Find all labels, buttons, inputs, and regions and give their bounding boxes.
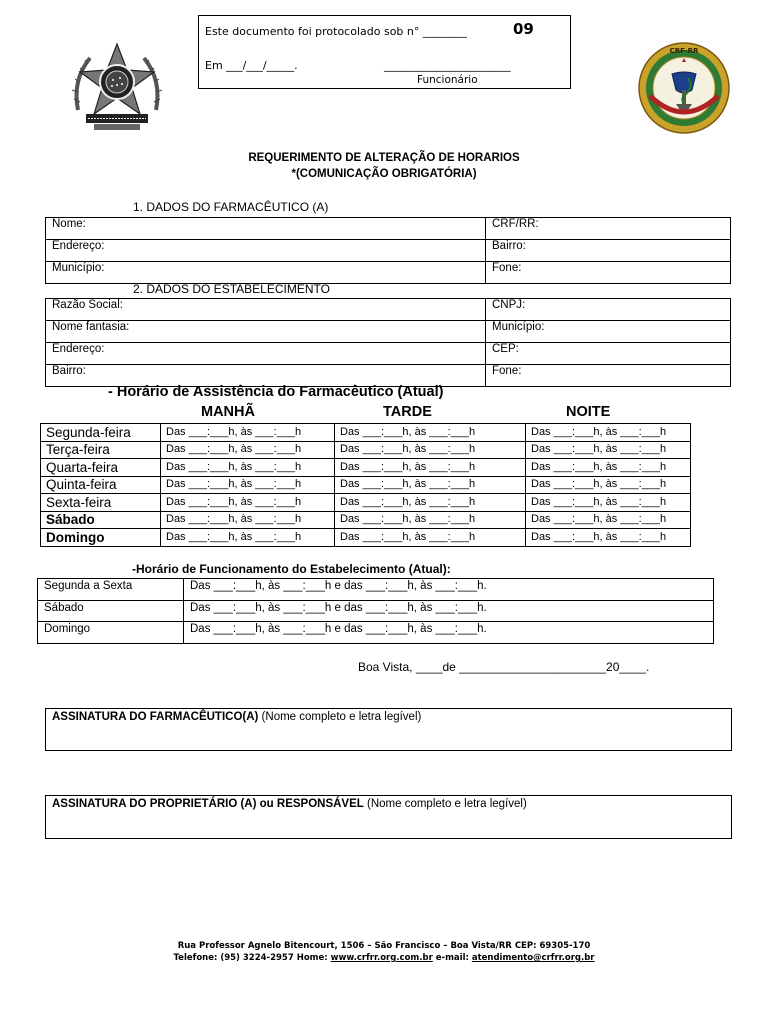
footer-address: Rua Professor Agnelo Bitencourt, 1506 – São Francisco – Boa Vista/RR CEP: 69305-170 (177, 941, 591, 951)
field-cep[interactable]: CEP: (486, 343, 731, 365)
date-line[interactable]: Boa Vista, ____de ______________________20____. (358, 660, 650, 674)
protocol-number-label: Este documento foi protocolado sob n° ________ (205, 25, 467, 38)
establishment-row (38, 622, 714, 644)
establishment-day-label: Segunda a Sexta (38, 579, 184, 601)
protocol-number: 09 (513, 20, 534, 38)
establishment-schedule-table (37, 578, 714, 644)
pharmacist-data-table (45, 217, 731, 284)
field-crf[interactable]: CRF/RR: (486, 218, 731, 240)
establishment-slot[interactable]: Das ___:___h, às ___:___h e das ___:___h, às ___:___h. (184, 622, 714, 644)
brazil-coat-of-arms-icon (68, 40, 166, 136)
protocol-box (198, 15, 571, 89)
assistance-row (41, 529, 691, 547)
assistance-day-label: Quinta-feira (41, 476, 161, 494)
signature-pharmacist-hint: (Nome completo e letra legível) (258, 711, 422, 723)
page-title: REQUERIMENTO DE ALTERAÇÃO DE HORARIOS (248, 152, 520, 164)
establishment-row (38, 579, 714, 601)
field-estab-fone[interactable]: Fone: (486, 365, 731, 387)
assistance-slot-tarde[interactable]: Das ___:___h, às ___:___h (335, 529, 526, 547)
protocol-date: Em ___/___/_____. (205, 59, 298, 72)
field-fone[interactable]: Fone: (486, 262, 731, 284)
assistance-schedule-table (40, 423, 691, 547)
assistance-slot-noite[interactable]: Das ___:___h, às ___:___h (526, 511, 691, 529)
signature-owner-hint: (Nome completo e letra legível) (363, 798, 527, 810)
footer-phone: Telefone: (95) 3224-2957 Home: (173, 953, 331, 963)
assistance-day-label: Quarta-feira (41, 459, 161, 477)
assistance-slot-manha[interactable]: Das ___:___h, às ___:___h (161, 476, 335, 494)
signature-owner-label: ASSINATURA DO PROPRIETÁRIO (A) ou RESPONSÁVEL (52, 798, 364, 810)
establishment-row (38, 600, 714, 622)
protocol-funcionario: Funcionário (417, 74, 478, 86)
assistance-slot-noite[interactable]: Das ___:___h, às ___:___h (526, 476, 691, 494)
field-bairro[interactable]: Bairro: (486, 240, 731, 262)
assistance-row (41, 424, 691, 442)
section-pharmacist-label: 1. DADOS DO FARMACÊUTICO (A) (133, 200, 329, 214)
assistance-hours-title: - Horário de Assistência do Farmacêutico (Atual) (108, 384, 444, 400)
assistance-slot-manha[interactable]: Das ___:___h, às ___:___h (161, 424, 335, 442)
header-tarde: TARDE (383, 404, 432, 420)
assistance-slot-noite[interactable]: Das ___:___h, às ___:___h (526, 424, 691, 442)
field-razao-social[interactable]: Razão Social: (46, 299, 486, 321)
assistance-slot-manha[interactable]: Das ___:___h, às ___:___h (161, 494, 335, 512)
assistance-slot-manha[interactable]: Das ___:___h, às ___:___h (161, 459, 335, 477)
assistance-slot-tarde[interactable]: Das ___:___h, às ___:___h (335, 476, 526, 494)
footer-email-link[interactable]: atendimento@crfrr.org.br (471, 953, 595, 963)
header-manha: MANHÃ (201, 404, 255, 420)
assistance-row (41, 476, 691, 494)
assistance-slot-tarde[interactable]: Das ___:___h, às ___:___h (335, 494, 526, 512)
assistance-day-label: Terça-feira (41, 441, 161, 459)
establishment-slot[interactable]: Das ___:___h, às ___:___h e das ___:___h, às ___:___h. (184, 579, 714, 601)
establishment-day-label: Sábado (38, 600, 184, 622)
assistance-slot-manha[interactable]: Das ___:___h, às ___:___h (161, 441, 335, 459)
assistance-slot-noite[interactable]: Das ___:___h, às ___:___h (526, 459, 691, 477)
establishment-data-table (45, 298, 731, 387)
assistance-day-label: Segunda-feira (41, 424, 161, 442)
signature-pharmacist-box[interactable] (45, 708, 732, 751)
signature-pharmacist-label: ASSINATURA DO FARMACÊUTICO(A) (52, 711, 259, 723)
assistance-row (41, 459, 691, 477)
page-subtitle: *(COMUNICAÇÃO OBRIGATÓRIA) (291, 168, 477, 180)
establishment-hours-title: -Horário de Funcionamento do Estabelecimento (Atual): (132, 562, 451, 576)
field-estab-municipio[interactable]: Município: (486, 321, 731, 343)
assistance-row (41, 441, 691, 459)
field-nome-fantasia[interactable]: Nome fantasia: (46, 321, 486, 343)
assistance-slot-manha[interactable]: Das ___:___h, às ___:___h (161, 511, 335, 529)
field-estab-bairro[interactable]: Bairro: (46, 365, 486, 387)
assistance-slot-tarde[interactable]: Das ___:___h, às ___:___h (335, 459, 526, 477)
assistance-slot-tarde[interactable]: Das ___:___h, às ___:___h (335, 441, 526, 459)
assistance-row (41, 494, 691, 512)
field-municipio[interactable]: Município: (46, 262, 486, 284)
crf-rr-seal-text: CRF-RR (669, 47, 699, 55)
assistance-slot-noite[interactable]: Das ___:___h, às ___:___h (526, 441, 691, 459)
signature-owner-box[interactable] (45, 795, 732, 839)
footer-website-link[interactable]: www.crfrr.org.com.br (330, 953, 433, 963)
protocol-signature-line: _______________________ (384, 59, 511, 72)
assistance-slot-manha[interactable]: Das ___:___h, às ___:___h (161, 529, 335, 547)
establishment-day-label: Domingo (38, 622, 184, 644)
footer-email-label: e-mail: (432, 953, 472, 963)
header-noite: NOITE (566, 404, 611, 420)
field-cnpj[interactable]: CNPJ: (486, 299, 731, 321)
assistance-slot-tarde[interactable]: Das ___:___h, às ___:___h (335, 511, 526, 529)
footer-contact (0, 953, 768, 963)
section-establishment-label: 2. DADOS DO ESTABELECIMENTO (133, 282, 330, 296)
establishment-slot[interactable]: Das ___:___h, às ___:___h e das ___:___h, às ___:___h. (184, 600, 714, 622)
assistance-day-label: Domingo (41, 529, 161, 547)
assistance-slot-noite[interactable]: Das ___:___h, às ___:___h (526, 529, 691, 547)
assistance-row (41, 511, 691, 529)
assistance-slot-noite[interactable]: Das ___:___h, às ___:___h (526, 494, 691, 512)
field-endereco[interactable]: Endereço: (46, 240, 486, 262)
assistance-day-label: Sexta-feira (41, 494, 161, 512)
crf-rr-seal-icon (636, 40, 732, 136)
field-estab-endereco[interactable]: Endereço: (46, 343, 486, 365)
assistance-slot-tarde[interactable]: Das ___:___h, às ___:___h (335, 424, 526, 442)
assistance-day-label: Sábado (41, 511, 161, 529)
field-nome[interactable]: Nome: (46, 218, 486, 240)
